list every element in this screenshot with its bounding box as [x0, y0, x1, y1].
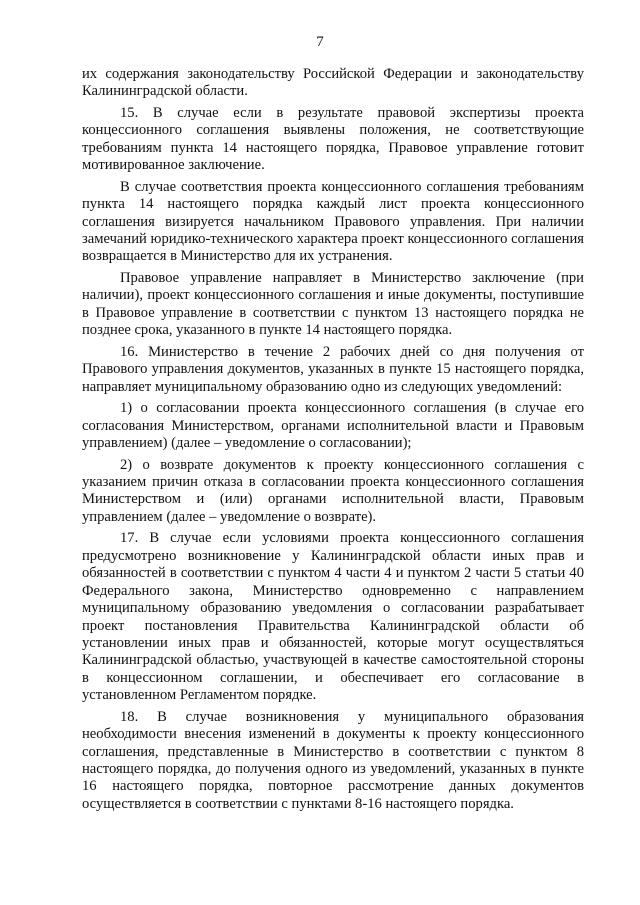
document-body	[82, 66, 584, 813]
paragraph-item-16-subitem-2: 2) о возврате документов к проекту концессионного соглашения с указанием причин отказа в согласовании проекта концессионного соглашения Министерством и (или) органами исполнительной власти, Правовым управлением (далее – уведомление о возврате).	[82, 456, 584, 525]
paragraph-item-16-subitem-1: 1) о согласовании проекта концессионного соглашения (в случае его согласования Министерством, органами исполнительной власти и Правовым управлением) (далее – уведомление о согласовании);	[82, 400, 584, 452]
paragraph-item-18: 18. В случае возникновения у муниципального образования необходимости внесения изменений в документы к проекту концессионного соглашения, представленные в Министерство в соответствии с пунктом 8 настоящего порядка, до получения одного из уведомлений, указанных в пункте 16 настоящего порядка, повторное рассмотрение данных документов осуществляется в соответствии с пунктами 8-16 настоящего порядка.	[82, 708, 584, 812]
paragraph-item-15-approval: В случае соответствия проекта концессионного соглашения требованиям пункта 14 настоящего порядка каждый лист проекта концессионного соглашения визируется начальником Правового управления. При наличии замечаний юридико-технического характера проект концессионного соглашения возвращается в Министерство для их устранения.	[82, 178, 584, 265]
paragraph-item-15: 15. В случае если в результате правовой экспертизы проекта концессионного соглашения выявлены положения, не соответствующие требованиям пункта 14 настоящего порядка, Правовое управление готовит мотивированное заключение.	[82, 105, 584, 174]
paragraph-continuation: их содержания законодательству Российской Федерации и законодательству Калининградской области.	[82, 66, 584, 100]
page-number: 7	[316, 34, 324, 50]
paragraph-item-16: 16. Министерство в течение 2 рабочих дней со дня получения от Правового управления документов, указанных в пункте 15 настоящего порядка, направляет муниципальному образованию одно из следующих уведомлений:	[82, 343, 584, 395]
paragraph-item-15-conclusion: Правовое управление направляет в Министерство заключение (при наличии), проект концессионного соглашения и иные документы, поступившие в Правовое управление в соответствии с пунктом 13 настоящего порядка не позднее срока, указанного в пункте 14 настоящего порядка.	[82, 270, 584, 339]
paragraph-item-17: 17. В случае если условиями проекта концессионного соглашения предусмотрено возникновение у Калининградской области иных прав и обязанностей в соответствии с пунктом 4 части 4 и пунктом 2 части 5 статьи 40 Федерального закона, Министерство одновременно с направлением муниципальному образованию уведомления о согласовании разрабатывает проект постановления Правительства Калининградской области об установлении иных прав и обязанностей, которые могут осуществляться Калининградской областью, участвующей в качестве самостоятельной стороны в концессионном соглашении, и обеспечивает его согласование в установленном Регламентом порядке.	[82, 530, 584, 704]
